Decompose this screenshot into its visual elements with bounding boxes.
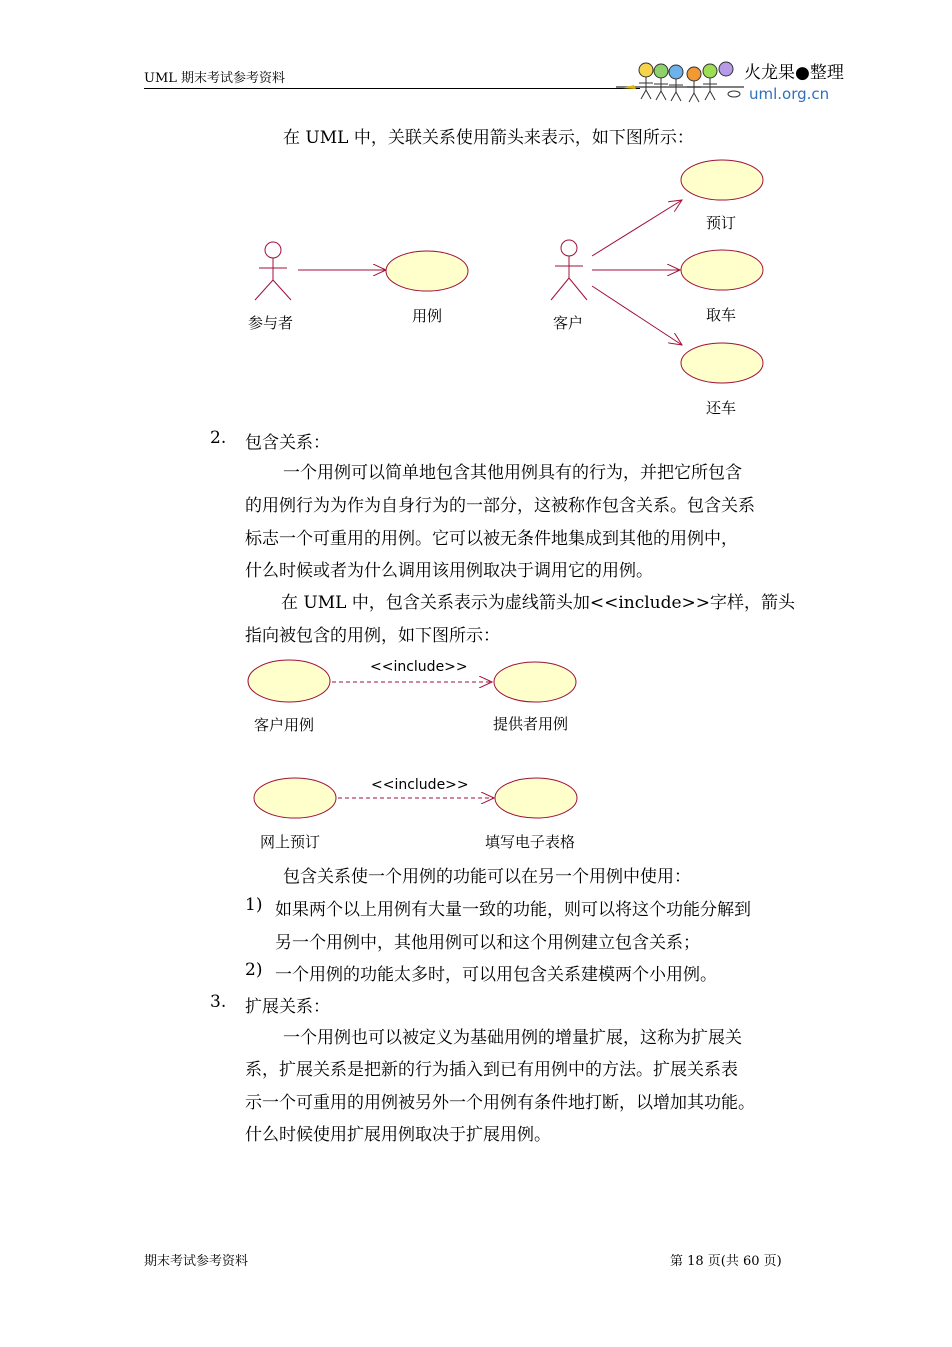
usecase-label: 用例 bbox=[412, 307, 443, 325]
logo bbox=[614, 58, 854, 108]
uc-reserve-label: 预订 bbox=[706, 214, 737, 232]
include-diagram-1 bbox=[240, 650, 600, 750]
logo-title: 火龙果●整理 bbox=[744, 63, 844, 83]
include-item1-num: 1) bbox=[245, 895, 263, 915]
include-item1-line2: 另一个用例中，其他用例可以和这个用例建立包含关系； bbox=[275, 933, 700, 953]
include-stereotype: <<include>> bbox=[370, 659, 468, 675]
section2-para1-line4: 什么时候或者为什么调用该用例取决于调用它的用例。 bbox=[245, 561, 653, 581]
usecase-provider bbox=[494, 662, 576, 702]
usecase-pickup bbox=[681, 250, 763, 290]
arrow-to-reserve bbox=[592, 200, 682, 256]
actor-icon bbox=[255, 242, 291, 300]
section3-line3: 示一个可重用的用例被另外一个用例有条件地打断，以增加其功能。 bbox=[245, 1093, 755, 1113]
client-actor-icon bbox=[551, 240, 587, 300]
include-stereotype: <<include>> bbox=[371, 777, 469, 793]
section3-num: 3. bbox=[210, 992, 227, 1012]
section2-para1-line3: 标志一个可重用的用例。它可以被无条件地集成到其他的用例中， bbox=[245, 529, 738, 549]
actor-label: 参与者 bbox=[248, 314, 294, 332]
include-b-label: 填写电子表格 bbox=[485, 833, 576, 851]
header-left-text: UML 期末考试参考资料 bbox=[144, 71, 286, 86]
include-item1-line1: 如果两个以上用例有大量一致的功能，则可以将这个功能分解到 bbox=[275, 900, 751, 920]
include-b-label: 提供者用例 bbox=[493, 715, 569, 733]
uc-return-label: 还车 bbox=[706, 399, 737, 417]
usecase-online-reserve bbox=[254, 778, 336, 818]
include-diagram-2 bbox=[240, 768, 610, 860]
usecase-fill-form bbox=[495, 778, 577, 818]
section2-para2-line1: 在 UML 中，包含关系表示为虚线箭头加<<include>>字样，箭头 bbox=[281, 593, 796, 613]
arrow-to-return bbox=[592, 286, 682, 345]
section2-para1-line1: 一个用例可以简单地包含其他用例具有的行为，并把它所包含 bbox=[283, 463, 742, 483]
intro-assoc: 在 UML 中，关联关系使用箭头来表示，如下图所示： bbox=[283, 128, 694, 148]
section2-heading: 包含关系： bbox=[245, 433, 330, 453]
include-a-label: 网上预订 bbox=[260, 833, 321, 851]
usecase-return bbox=[681, 343, 763, 383]
footer-page-number: 第 18 页(共 60 页) bbox=[670, 1254, 782, 1269]
logo-figures-icon bbox=[616, 62, 744, 102]
section2-num: 2. bbox=[210, 428, 227, 448]
section3-line2: 系，扩展关系是把新的行为插入到已有用例中的方法。扩展关系表 bbox=[245, 1060, 738, 1080]
client-label: 客户 bbox=[553, 314, 584, 332]
usecase-ellipse bbox=[386, 251, 468, 291]
section3-line4: 什么时候使用扩展用例取决于扩展用例。 bbox=[245, 1125, 551, 1145]
header-rule bbox=[144, 88, 640, 89]
logo-url: uml.org.cn bbox=[749, 85, 830, 103]
section3-heading: 扩展关系： bbox=[245, 997, 330, 1017]
usecase-client bbox=[248, 660, 330, 702]
section2-para2-line2: 指向被包含的用例，如下图所示： bbox=[245, 626, 500, 646]
include-uses-intro: 包含关系使一个用例的功能可以在另一个用例中使用： bbox=[283, 867, 691, 887]
include-a-label: 客户用例 bbox=[254, 716, 315, 734]
footer-left-text: 期末考试参考资料 bbox=[144, 1254, 249, 1269]
usecase-reserve bbox=[681, 160, 763, 200]
include-item2-num: 2) bbox=[245, 960, 263, 980]
section3-line1: 一个用例也可以被定义为基础用例的增量扩展，这称为扩展关 bbox=[283, 1028, 742, 1048]
association-diagram bbox=[230, 150, 790, 420]
section2-para1-line2: 的用例行为为作为自身行为的一部分，这被称作包含关系。包含关系 bbox=[245, 496, 755, 516]
include-item2: 一个用例的功能太多时，可以用包含关系建模两个小用例。 bbox=[275, 965, 717, 985]
uc-pickup-label: 取车 bbox=[706, 306, 737, 324]
